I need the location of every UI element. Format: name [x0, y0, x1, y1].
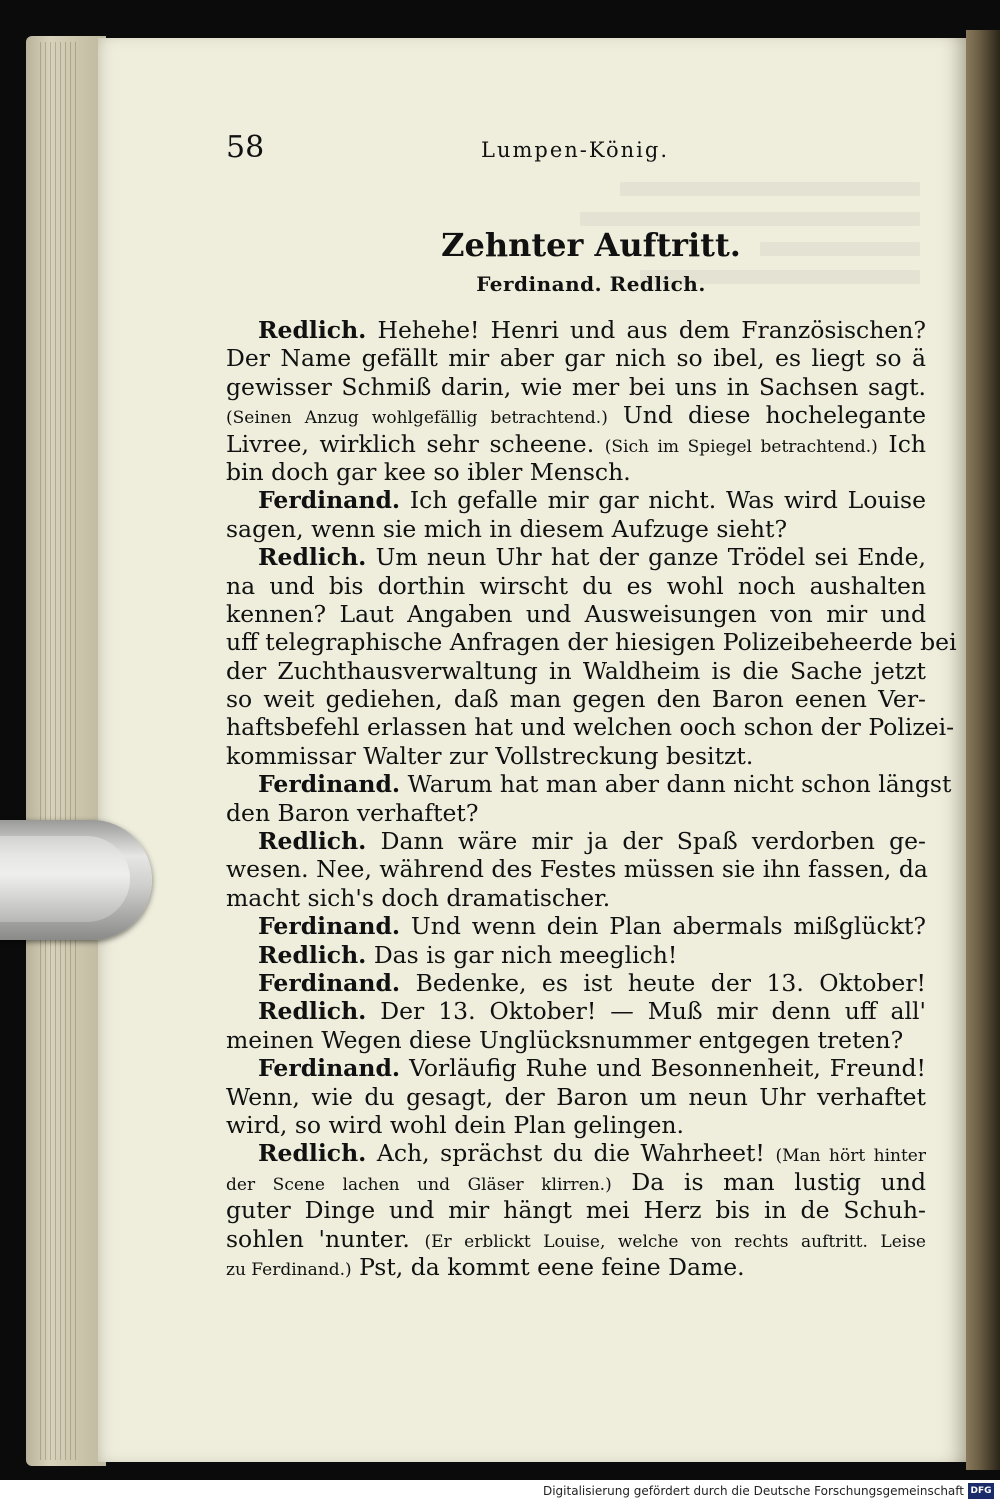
- text-line: [226, 1083, 926, 1111]
- speech-text: Ach, sprächst du die Wahrheet!: [376, 1139, 765, 1168]
- dialogue-lines: [226, 316, 957, 1281]
- page-number: 58: [226, 130, 265, 165]
- speaker-name: Ferdinand.: [258, 770, 401, 799]
- text-line: [226, 969, 926, 997]
- speech-text: Ich: [888, 429, 926, 458]
- text-line: [226, 430, 926, 458]
- speech-text: na und bis dorthin wirscht du es wohl noch aushalten: [226, 571, 926, 600]
- text-line: [226, 344, 926, 372]
- speech-text: Dann wäre mir ja der Spaß verdorben ge-: [380, 827, 926, 856]
- speech-text: haftsbefehl erlassen hat und welchen ooch schon der Polizei-: [226, 713, 955, 742]
- text-line: [226, 713, 955, 742]
- speaker-name: Redlich.: [258, 543, 367, 572]
- speech-text: wird, so wird wohl dein Plan gelingen.: [226, 1110, 684, 1139]
- text-line: [226, 1253, 926, 1281]
- text-line: [226, 628, 957, 657]
- text-line: [226, 827, 926, 855]
- text-line: [226, 742, 926, 770]
- text-line: [226, 373, 926, 401]
- text-line: [226, 1111, 926, 1139]
- speech-text: Livree, wirklich sehr scheene.: [226, 429, 595, 458]
- text-line: [226, 855, 926, 883]
- text-line: [226, 515, 926, 543]
- speech-text: Ich gefalle mir gar nicht. Was wird Louise: [409, 486, 926, 515]
- text-line: [226, 1225, 926, 1253]
- text-line: [226, 1026, 926, 1054]
- speech-text: meinen Wegen diese Unglücksnummer entgegen treten?: [226, 1025, 904, 1054]
- scene-title: Zehnter Auftritt.: [441, 226, 741, 264]
- running-head: Lumpen-König.: [481, 138, 670, 162]
- text-line: [226, 1139, 926, 1167]
- speech-text: Das is gar nich meeglich!: [373, 940, 678, 969]
- text-line: [226, 543, 926, 571]
- stage-direction: zu Ferdinand.): [226, 1259, 352, 1280]
- text-line: [226, 600, 926, 628]
- stage-direction: (Er erblickt Louise, welche von rechts auftritt. Leise: [424, 1231, 926, 1252]
- footer-bar: [0, 1480, 1000, 1503]
- speaker-name: Redlich.: [258, 1139, 367, 1168]
- text-line: [226, 657, 926, 685]
- text-line: [226, 458, 926, 486]
- text-line: [226, 486, 926, 514]
- stage-direction: (Seinen Anzug wohlgefällig betrachtend.): [226, 408, 608, 429]
- speaker-name: Ferdinand.: [258, 1054, 401, 1083]
- dfg-logo: DFG: [968, 1483, 994, 1499]
- speech-text: sohlen 'nunter.: [226, 1224, 410, 1253]
- speech-text: sagen, wenn sie mich in diesem Aufzuge sieht?: [226, 514, 788, 543]
- speaker-name: Ferdinand.: [258, 912, 401, 941]
- stage-direction: (Sich im Spiegel betrachtend.): [604, 436, 878, 457]
- speech-text: uff telegraphische Anfragen der hiesigen Polizeibeheerde bei: [226, 628, 957, 657]
- text-line: [226, 572, 926, 600]
- text-line: [226, 1168, 926, 1196]
- text-line: [226, 770, 952, 799]
- text-line: [226, 1196, 926, 1224]
- speaker-name: Ferdinand.: [258, 968, 401, 997]
- speech-text: Der 13. Oktober! — Muß mir denn uff all': [380, 997, 926, 1026]
- page-edges-texture: [40, 42, 80, 1460]
- page-clip: [0, 820, 152, 940]
- speaker-name: Redlich.: [258, 940, 367, 969]
- speaker-name: Redlich.: [258, 316, 367, 344]
- text-line: [226, 316, 926, 344]
- speech-text: guter Dinge und mir hängt mei Herz bis in de Schuh-: [226, 1196, 926, 1225]
- text-line: [226, 401, 926, 429]
- speech-text: so weit gediehen, daß man gegen den Baron eenen Ver-: [226, 685, 926, 714]
- speaker-name: Ferdinand.: [258, 486, 401, 515]
- speech-text: gewisser Schmiß darin, wie mer bei uns in Sachsen sagt.: [226, 372, 926, 401]
- speech-text: wesen. Nee, während des Festes müssen sie ihn fassen, da: [226, 855, 928, 884]
- speech-text: Um neun Uhr hat der ganze Trödel sei Ende,: [375, 543, 926, 572]
- book-spine-edge: [966, 30, 1000, 1470]
- speech-text: macht sich's doch dramatischer.: [226, 883, 611, 912]
- funding-credit: Digitalisierung gefördert durch die Deutsche Forschungsgemeinschaft: [542, 1484, 964, 1498]
- speech-text: Pst, da kommt eene feine Dame.: [359, 1252, 745, 1281]
- stage-direction: der Scene lachen und Gläser klirren.): [226, 1174, 612, 1195]
- speaker-name: Redlich.: [258, 997, 367, 1026]
- speech-text: Wenn, wie du gesagt, der Baron um neun Uhr verhaftet: [226, 1082, 926, 1111]
- speech-text: Und diese hochelegante: [622, 401, 926, 430]
- speech-text: Warum hat man aber dann nicht schon längst: [407, 770, 952, 799]
- text-line: [226, 997, 926, 1025]
- speaker-name: Redlich.: [258, 827, 367, 856]
- speech-text: bin doch gar kee so ibler Mensch.: [226, 457, 631, 486]
- speech-text: Der Name gefällt mir aber gar nich so ibel, es liegt so ä: [226, 344, 926, 373]
- speech-text: Vorläufig Ruhe und Besonnenheit, Freund!: [409, 1054, 926, 1083]
- stage-direction: (Man hört hinter: [775, 1146, 926, 1167]
- text-line: [226, 912, 926, 940]
- page-header: [226, 120, 926, 176]
- speech-text: Bedenke, es ist heute der 13. Oktober!: [415, 968, 926, 997]
- speech-text: kennen? Laut Angaben und Ausweisungen von mir und: [226, 599, 926, 628]
- text-line: [226, 799, 926, 827]
- speech-text: Hehehe! Henri und aus dem Französischen?: [377, 316, 926, 344]
- speech-text: kommissar Walter zur Vollstreckung besitzt.: [226, 741, 754, 770]
- text-line: [226, 884, 926, 912]
- speech-text: der Zuchthausverwaltung in Waldheim is die Sache jetzt: [226, 656, 926, 685]
- speech-text: Und wenn dein Plan abermals mißglückt?: [410, 912, 926, 941]
- scene-persons: Ferdinand. Redlich.: [476, 272, 706, 296]
- page-text: [226, 120, 957, 1281]
- speech-text: Da is man lustig und: [631, 1167, 926, 1196]
- speech-text: den Baron verhaftet?: [226, 798, 479, 827]
- text-line: [226, 1054, 926, 1082]
- text-line: [226, 685, 926, 713]
- text-line: [226, 941, 926, 969]
